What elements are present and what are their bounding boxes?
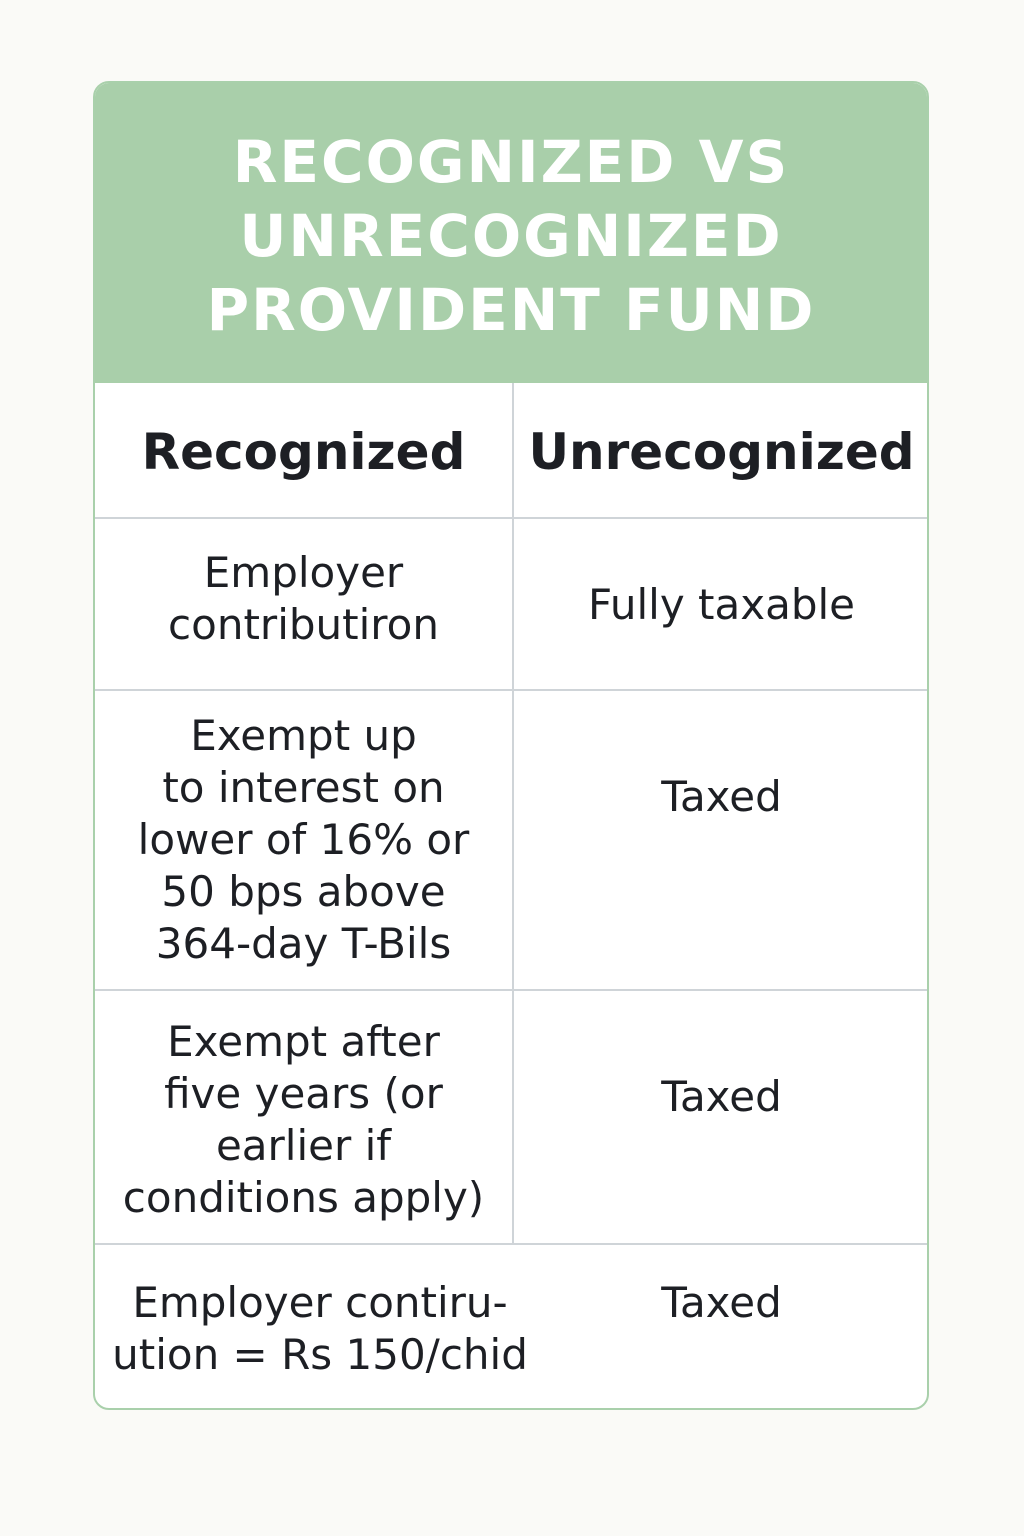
- title-banner: [95, 83, 927, 383]
- row-divider: [95, 1243, 927, 1245]
- column-header-recognized: Recognized: [141, 423, 466, 481]
- cell-text-line: 364-day T-Bils: [155, 919, 452, 968]
- table-cell-recognized: [95, 710, 512, 970]
- cell-text-line: 50 bps above: [161, 867, 446, 916]
- row-divider: [95, 517, 927, 519]
- title-line-3: PROVIDENT FUND: [206, 276, 816, 344]
- title-line-2: UNRECOGNIZED: [239, 202, 783, 270]
- row-divider: [95, 689, 927, 691]
- table-cell-unrecognized: Taxed: [661, 1278, 782, 1327]
- cell-text-line: ution = Rs 150/chid: [112, 1330, 528, 1379]
- table-cell-unrecognized: Fully taxable: [588, 580, 855, 629]
- table-cell-unrecognized: Taxed: [661, 772, 782, 821]
- comparison-card: [93, 81, 929, 1410]
- table-cell-recognized: [95, 1277, 545, 1381]
- row-divider: [95, 989, 927, 991]
- cell-text-line: Exempt after: [167, 1017, 440, 1066]
- cell-text-line: five years (or: [164, 1069, 443, 1118]
- title-line-1: RECOGNIZED VS: [232, 128, 790, 196]
- cell-text-line: Exempt up: [190, 711, 417, 760]
- cell-text-line: contributiron: [168, 600, 439, 649]
- table-cell-recognized: [95, 547, 512, 651]
- cell-text-line: Employer: [203, 548, 404, 597]
- cell-text-line: earlier if: [215, 1121, 392, 1170]
- cell-text-line: to interest on: [162, 763, 445, 812]
- column-header-unrecognized: Unrecognized: [528, 423, 915, 481]
- table-cell-recognized: [95, 1016, 512, 1224]
- cell-text-line: conditions apply): [122, 1173, 485, 1222]
- cell-text-line: lower of 16% or: [137, 815, 470, 864]
- cell-text-line: Employer contiru-: [132, 1278, 508, 1327]
- table-cell-unrecognized: Taxed: [661, 1072, 782, 1121]
